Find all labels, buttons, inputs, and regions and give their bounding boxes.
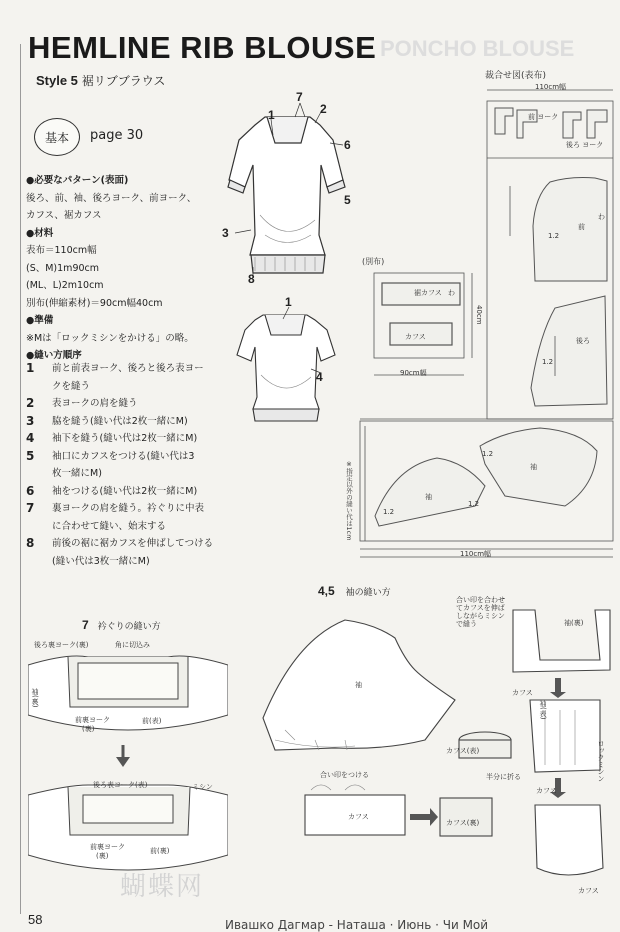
margin-rule xyxy=(20,44,21,914)
step-text: 裏ヨークの肩を縫う。衿ぐりに中表 xyxy=(52,503,205,514)
other-fabric-fold: わ xyxy=(448,289,455,297)
patterns-heading: ●必要なパターン(表面) xyxy=(26,175,129,186)
layout-width-bottom: 110cm幅 xyxy=(460,550,492,558)
neckline-back-inner-yoke: 後ろ裏ヨーク(裏) xyxy=(34,641,89,649)
layout-seam-3: 1.2 xyxy=(383,508,395,516)
layout-front-yoke: 前 ヨーク xyxy=(528,113,559,121)
callout-2: 2 xyxy=(320,102,327,116)
callout-8: 8 xyxy=(248,272,255,286)
step-item xyxy=(26,430,246,448)
blouse-back-illustration xyxy=(225,305,345,425)
callout-1: 1 xyxy=(268,108,275,122)
style-label: Style 5 xyxy=(36,73,78,88)
step-number: 8 xyxy=(26,536,35,550)
page-title: HEMLINE RIB BLOUSE xyxy=(28,30,377,65)
prep-heading: ●準備 xyxy=(26,315,54,326)
style-line xyxy=(36,72,165,89)
step-item xyxy=(26,500,246,535)
layout-seam-4: 1.2 xyxy=(468,500,480,508)
ghost-title: PONCHO BLOUSE xyxy=(380,36,575,61)
other-fabric-cuff: カフス xyxy=(405,333,426,341)
page-number: 58 xyxy=(28,912,43,927)
step-text-cont: (縫い代は3枚一緒にM) xyxy=(52,555,150,567)
other-fabric-hem-cuff: 裾カフス xyxy=(414,289,442,297)
step-text: 袖をつける(縫い代は2枚一緒にM) xyxy=(52,485,198,497)
sleeve-piece-label: 袖 xyxy=(355,681,362,689)
step-item xyxy=(26,413,246,431)
layout-seam-2: 1.2 xyxy=(542,358,554,366)
sleeve-fold-half: 半分に折る xyxy=(486,773,521,781)
patterns-line-1: 後ろ、前、袖、後ろヨーク、前ヨーク、 xyxy=(26,192,197,204)
callout-7: 7 xyxy=(296,90,303,104)
sewing-steps xyxy=(26,360,246,570)
neckline-front-back: 前(裏) xyxy=(150,847,170,855)
step-number: 2 xyxy=(26,396,35,410)
layout-seam: 1.2 xyxy=(548,232,560,240)
step-text: 前後の裾に裾カフスを伸ばしてつける xyxy=(52,538,214,549)
step-text-cont: 枚一緒にM) xyxy=(52,468,102,479)
page-reference: page 30 xyxy=(90,128,144,143)
layout-title: 裁合せ図(表布) xyxy=(485,71,547,81)
sleeve-cuff-c: カフス xyxy=(578,887,599,895)
patterns-line-2: カフス、裾カフス xyxy=(26,210,102,221)
step-item xyxy=(26,448,246,483)
bottom-caption: Ивашко Дагмар - Наташа · Июнь · Чи Мой xyxy=(225,918,489,932)
neckline-front-inner-yoke-2-sub: (裏) xyxy=(96,852,109,860)
step-text: 前と前表ヨーク、後ろと後ろ表ヨー xyxy=(52,363,204,374)
layout-sleeve-2: 袖 xyxy=(530,463,537,471)
callout-back-1: 1 xyxy=(285,295,292,309)
step-text: 袖口にカフスをつける(縫い代は3 xyxy=(52,450,195,462)
layout-back: 後ろ xyxy=(576,337,590,345)
sleeve-cuff-a: カフス xyxy=(512,689,533,697)
step-text: 表ヨークの肩を縫う xyxy=(52,398,138,409)
neckline-stitch: ミシン xyxy=(192,783,213,791)
other-fabric-diagram xyxy=(360,265,490,385)
step-item xyxy=(26,360,246,395)
neckline-front-face: 前(表) xyxy=(142,717,162,725)
neckline-heading-text: 衿ぐりの縫い方 xyxy=(97,622,161,632)
prep-note: ※Mは「ロックミシンをかける」の略。 xyxy=(26,332,194,344)
layout-sleeve-1: 袖 xyxy=(425,493,432,501)
neckline-sleeve: 袖(裏) xyxy=(31,688,39,708)
materials-block xyxy=(26,172,226,365)
step-number: 7 xyxy=(26,501,35,515)
sleeve-heading-text: 袖の縫い方 xyxy=(345,588,391,598)
cloth-line: 表布＝110cm幅 xyxy=(26,245,97,256)
layout-fold: わ xyxy=(598,213,605,221)
callout-3: 3 xyxy=(222,226,229,240)
layout-back-yoke: 後ろ ヨーク xyxy=(566,141,604,149)
step-number: 5 xyxy=(26,448,35,463)
sleeve-mark-match: 合い印をつける xyxy=(320,771,369,779)
other-fabric-height: 40cm xyxy=(475,305,483,325)
sleeve-back-label: 袖(裏) xyxy=(564,619,584,627)
size-sm-line: (S、M)1m90cm xyxy=(26,262,100,274)
step-item xyxy=(26,395,246,413)
neckline-front-inner-yoke-2: 前裏ヨーク xyxy=(90,843,125,851)
other-cloth-line: 別布(伸縮素材)＝90cm幅40cm xyxy=(26,297,163,309)
step-number: 1 xyxy=(26,361,35,375)
step-number: 4 xyxy=(26,431,35,445)
sleeve-heading xyxy=(318,584,391,598)
step-text: 脇を縫う(縫い代は2枚一緒にM) xyxy=(52,415,188,427)
sleeve-heading-num: 4,5 xyxy=(318,584,335,598)
sleeve-cuff: カフス xyxy=(348,813,369,821)
callout-back-4: 4 xyxy=(316,370,323,384)
neckline-diagram xyxy=(28,635,228,875)
sleeve-diagram xyxy=(255,600,615,900)
neckline-heading-num: 7 xyxy=(82,618,89,632)
size-ml-line: (ML、L)2m10cm xyxy=(26,280,104,291)
step-item xyxy=(26,483,246,501)
neckline-corner-cut: 角に切込み xyxy=(115,641,150,649)
basic-badge: 基本 xyxy=(34,118,80,156)
step-text-cont: クを縫う xyxy=(52,380,91,392)
layout-seam-5: 1.2 xyxy=(482,450,494,458)
step-text-cont: に合わせて縫い、始末する xyxy=(52,520,167,532)
blouse-front-illustration xyxy=(215,95,365,290)
style-name: 裾リブブラウス xyxy=(81,74,166,88)
step-item xyxy=(26,535,246,570)
neckline-front-inner-yoke-sub: (裏) xyxy=(82,725,95,733)
watermark: 蝴蝶网 xyxy=(120,872,205,902)
materials-heading: ●材料 xyxy=(26,227,54,239)
sleeve-cuff-face: カフス(表) xyxy=(446,747,480,755)
other-fabric-width: 90cm幅 xyxy=(400,369,427,377)
layout-width-top: 110cm幅 xyxy=(535,83,567,91)
steps-heading: ●縫い方順序 xyxy=(26,350,82,361)
sleeve-lock-stitch: ロックミシン xyxy=(597,740,605,782)
sleeve-cuff-back2: カフス(裏) xyxy=(446,819,480,827)
neckline-front-inner-yoke: 前裏ヨーク xyxy=(75,716,110,724)
callout-6: 6 xyxy=(344,138,351,152)
sleeve-match-note: 合い印を合わせ てカフスを伸ば しながらミシン で縫う xyxy=(456,596,505,628)
callout-5: 5 xyxy=(344,193,351,207)
sleeve-face-label: 袖(表) xyxy=(539,700,547,720)
step-number: 6 xyxy=(26,483,35,498)
other-fabric-title: (別布) xyxy=(362,257,385,266)
step-text: 袖下を縫う(縫い代は2枚一緒にM) xyxy=(52,433,198,444)
sleeve-cuff-b: カフス xyxy=(536,787,557,795)
layout-front: 前 xyxy=(578,223,585,231)
neckline-back-outer-yoke: 後ろ表ヨーク(表) xyxy=(93,781,148,789)
neckline-heading xyxy=(82,618,161,632)
step-number: 3 xyxy=(26,413,35,428)
layout-vertical-note: ※指定以外の縫い代は1cm xyxy=(345,460,353,541)
